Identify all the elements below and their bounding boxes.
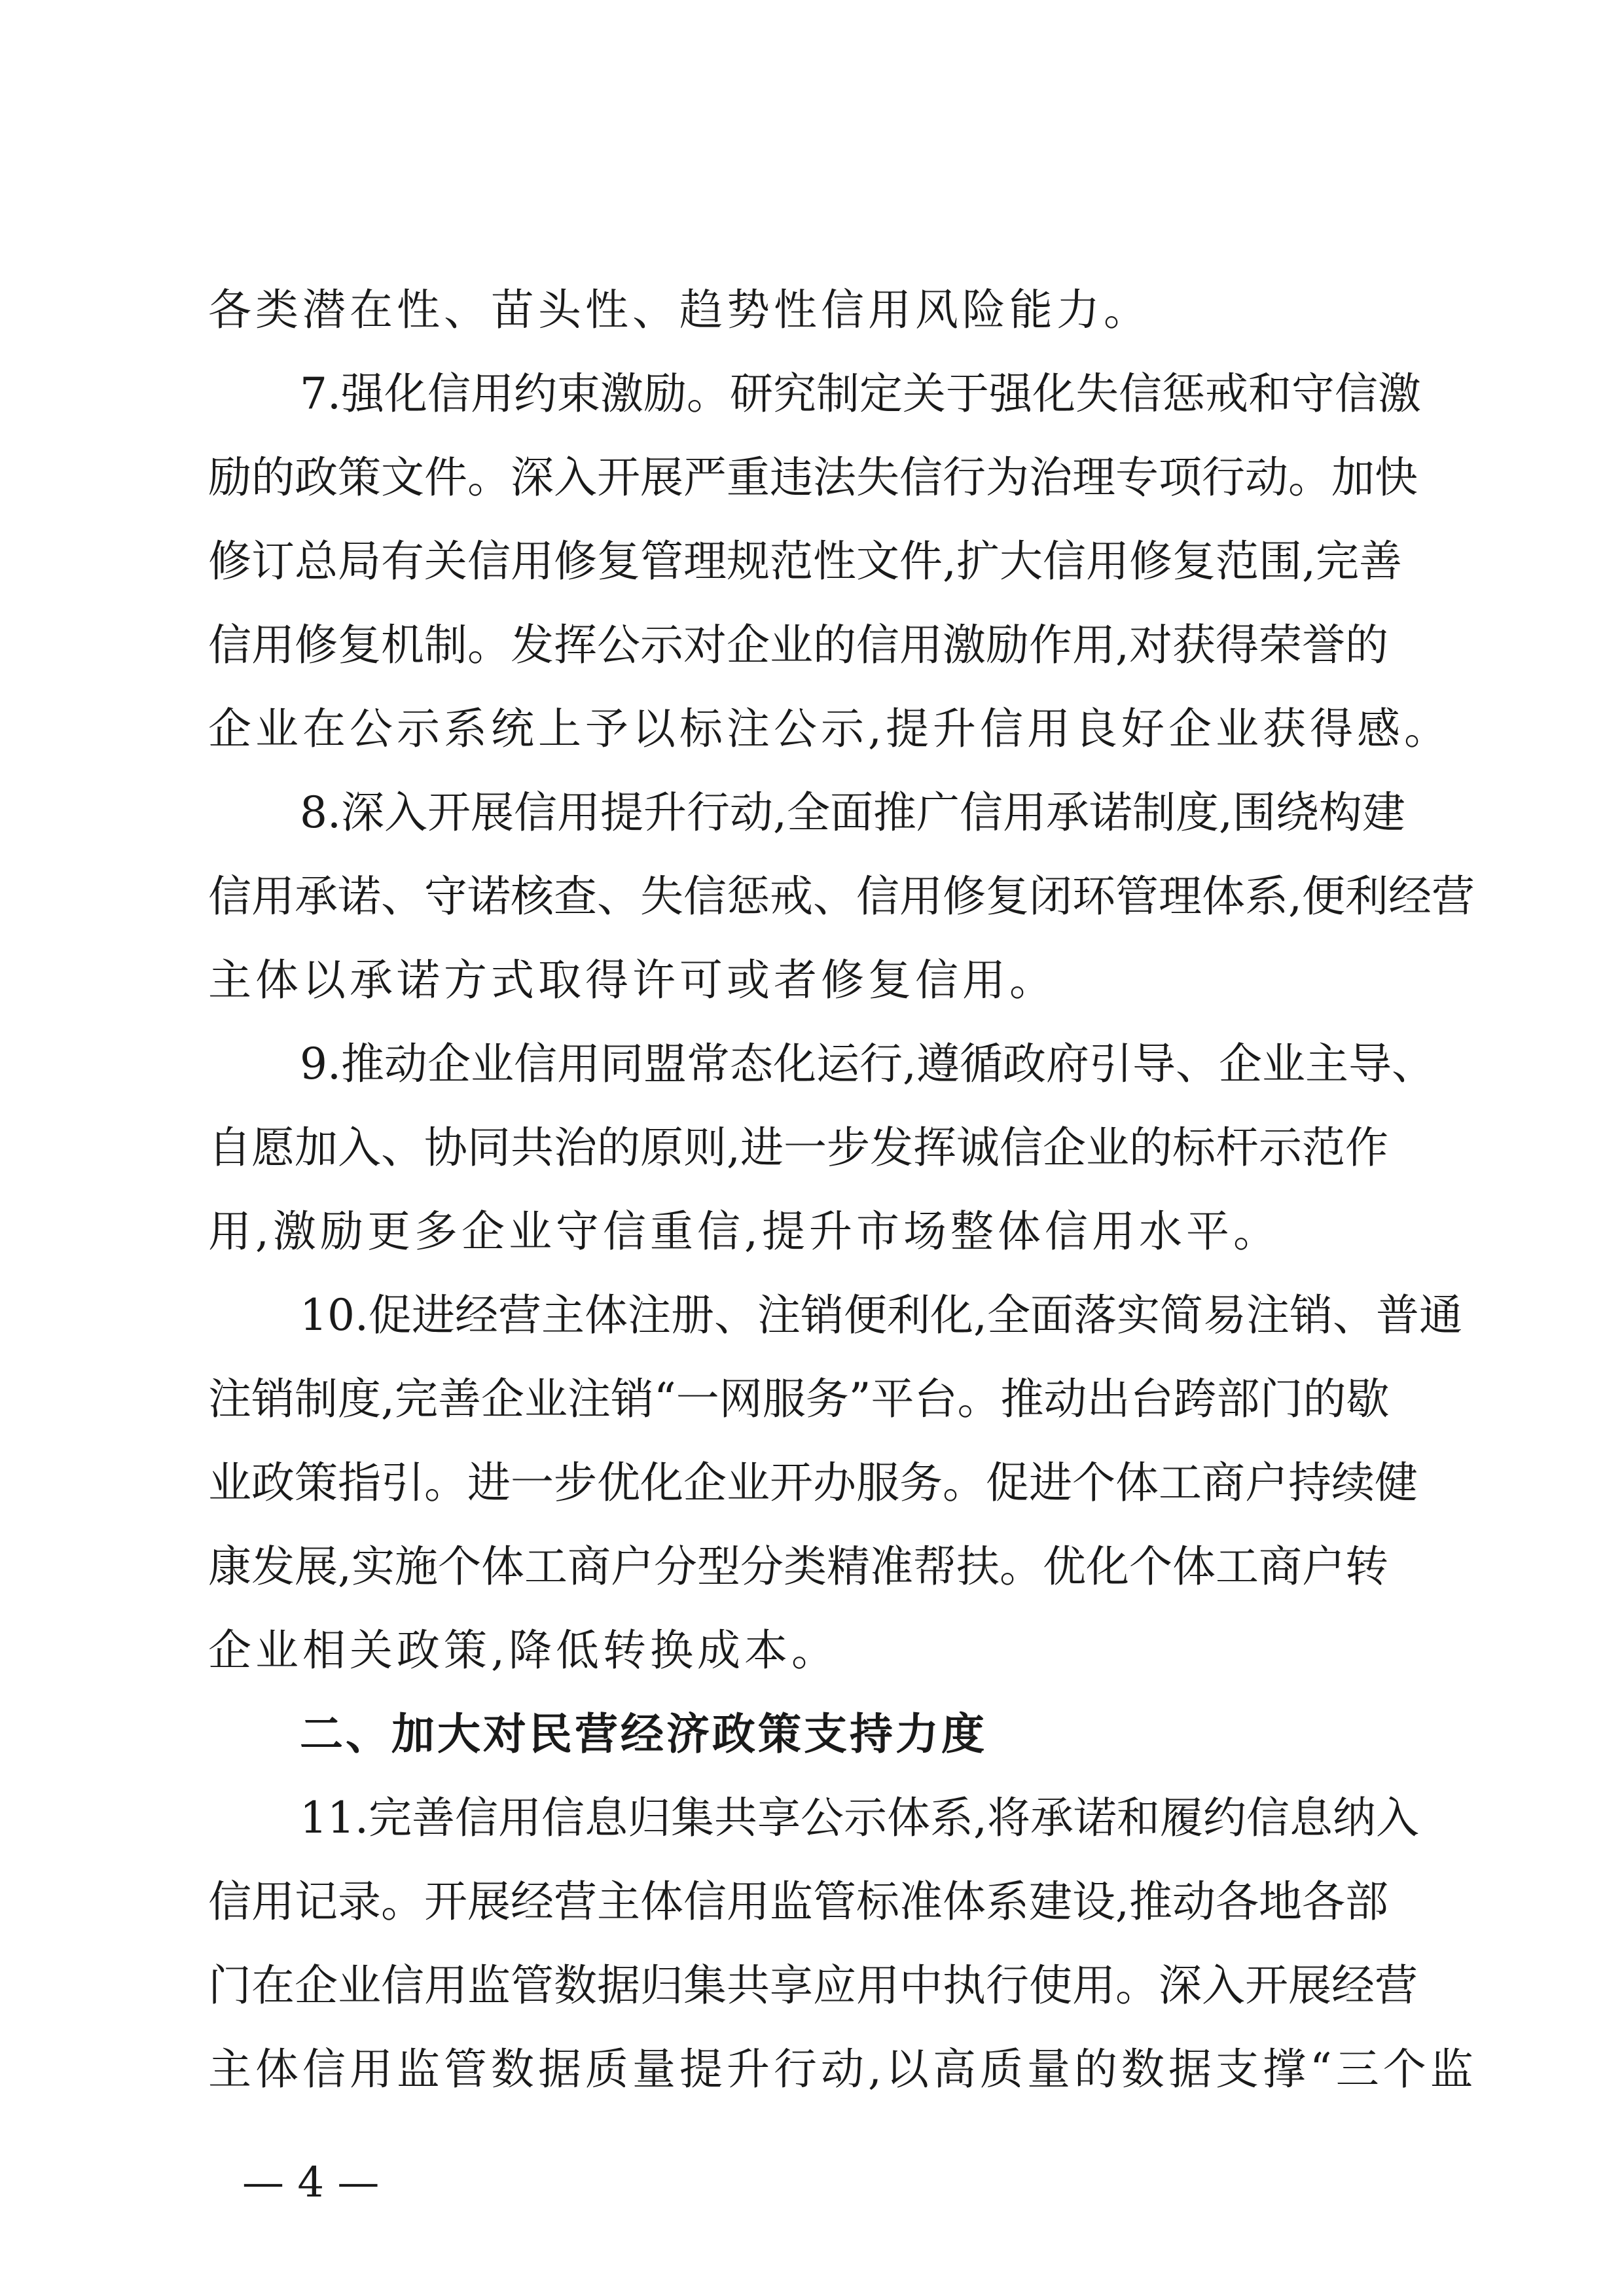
text-line: 注销制度,完善企业注销“一网服务”平台。推动出台跨部门的歇 (208, 1374, 1390, 1424)
text-line: 信用承诺、守诺核查、失信惩戒、信用修复闭环管理体系,便利经营 (208, 871, 1475, 922)
text-line: 8.深入开展信用提升行动,全面推广信用承诺制度,围绕构建 (300, 787, 1405, 838)
text-line: 10.促进经营主体注册、注销便利化,全面落实简易注销、普通 (300, 1290, 1462, 1340)
text-line: 信用记录。开展经营主体信用监管标准体系建设,推动各地各部 (208, 1876, 1388, 1927)
section-heading: 二、加大对民营经济政策支持力度 (300, 1709, 987, 1759)
body-text (208, 268, 1477, 2111)
text-line: 9.推动企业信用同盟常态化运行,遵循政府引导、企业主导、 (300, 1039, 1435, 1089)
text-line: 业政策指引。进一步优化企业开办服务。促进个体工商户持续健 (208, 1458, 1418, 1508)
text-line: 励的政策文件。深入开展严重违法失信行为治理专项行动。加快 (208, 452, 1418, 503)
text-line: 康发展,实施个体工商户分型分类精准帮扶。优化个体工商户转 (208, 1541, 1388, 1592)
text-line: 用,激励更多企业守信重信,提升市场整体信用水平。 (208, 1206, 1280, 1257)
text-line: 主体信用监管数据质量提升行动,以高质量的数据支撑“三个监 (208, 2044, 1477, 2094)
text-line: 企业相关政策,降低转换成本。 (208, 1625, 839, 1676)
text-line: 自愿加入、协同共治的原则,进一步发挥诚信企业的标杆示范作 (208, 1122, 1388, 1173)
text-line: 门在企业信用监管数据归集共享应用中执行使用。深入开展经营 (208, 1960, 1418, 2011)
text-line: 主体以承诺方式取得许可或者修复信用。 (208, 955, 1056, 1005)
text-line: 7.强化信用约束激励。研究制定关于强化失信惩戒和守信激 (300, 368, 1421, 419)
text-line: 信用修复机制。发挥公示对企业的信用激励作用,对获得荣誉的 (208, 620, 1388, 670)
text-line: 11.完善信用信息归集共享公示体系,将承诺和履约信息纳入 (300, 1793, 1419, 1843)
text-line: 各类潜在性、苗头性、趋势性信用风险能力。 (208, 285, 1151, 335)
page-number: — 4 — (242, 2159, 380, 2207)
text-line: 企业在公示系统上予以标注公示,提升信用良好企业获得感。 (208, 704, 1451, 754)
text-line: 修订总局有关信用修复管理规范性文件,扩大信用修复范围,完善 (208, 536, 1402, 586)
